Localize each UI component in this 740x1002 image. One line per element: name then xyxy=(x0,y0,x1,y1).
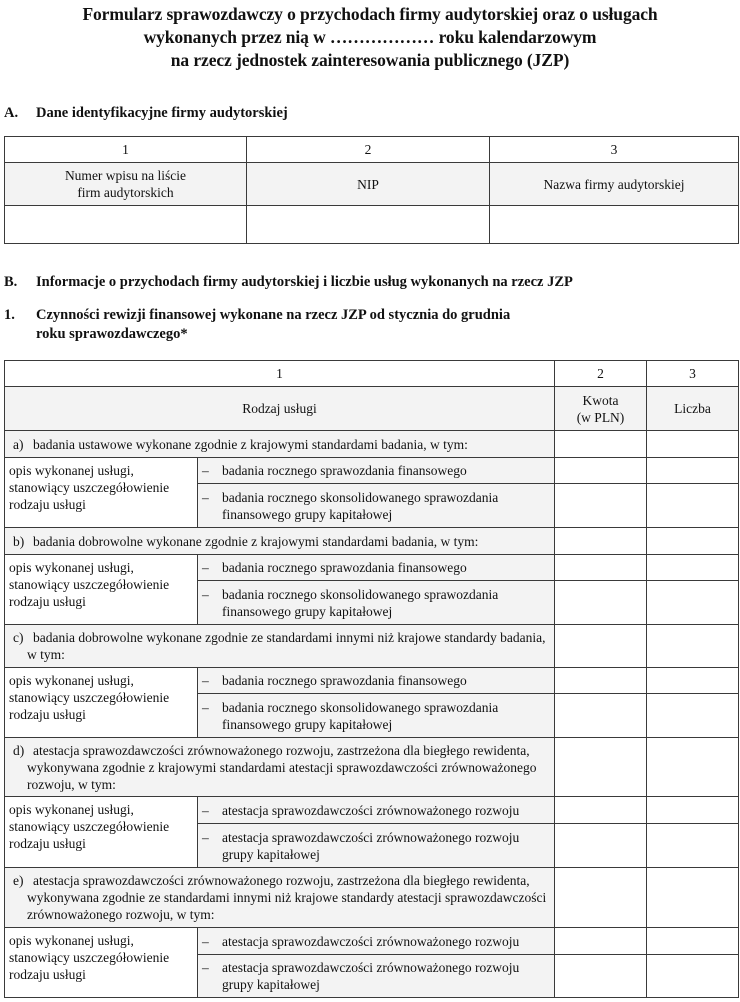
group-e-item-2-amount-input[interactable] xyxy=(555,955,647,998)
group-a-item-2-count-input[interactable] xyxy=(647,484,739,528)
subsection-1-title-line2: roku sprawozdawczego* xyxy=(36,326,188,342)
group-b-item-2 xyxy=(198,581,555,625)
header-nip: NIP xyxy=(247,163,490,206)
group-b-letter: b) xyxy=(13,533,25,549)
group-d-item-2-amount-input[interactable] xyxy=(555,824,647,868)
group-a-item-1 xyxy=(198,458,555,484)
section-b-title: Informacje o przychodach firmy audytorskiej i liczbie usług wykonanych na rzecz JZP xyxy=(36,274,573,290)
firm-identification-table xyxy=(4,136,739,244)
group-c-item-2 xyxy=(198,694,555,738)
group-e-count-input[interactable] xyxy=(647,868,739,928)
group-a-item-1-count-input[interactable] xyxy=(647,458,739,484)
header-firm-name: Nazwa firmy audytorskiej xyxy=(490,163,739,206)
group-e-item-2-count-input[interactable] xyxy=(647,955,739,998)
group-e-amount-input[interactable] xyxy=(555,868,647,928)
header-entry-number-line1: Numer wpisu na liście xyxy=(64,168,187,183)
group-d-description-label: opis wykonanej usługi, stanowiący uszczegółowienie rodzaju usługi xyxy=(5,797,198,868)
dash-icon: – xyxy=(202,933,209,949)
group-b-item-2-amount-input[interactable] xyxy=(555,581,647,625)
group-b-count-input[interactable] xyxy=(647,528,739,555)
group-b-item-1-text: badania rocznego sprawozdania finansowego xyxy=(222,560,467,575)
dash-icon: – xyxy=(202,829,209,845)
group-e-item-1-amount-input[interactable] xyxy=(555,928,647,955)
group-c-count-input[interactable] xyxy=(647,625,739,668)
group-d-amount-input[interactable] xyxy=(555,738,647,797)
group-c-item-2-text: badania rocznego skonsolidowanego sprawozdania finansowego grupy kapitałowej xyxy=(222,699,499,732)
dash-icon: – xyxy=(202,699,209,715)
dash-icon: – xyxy=(202,673,209,688)
header-entry-number-line2: firm audytorskich xyxy=(77,185,174,200)
group-d-count-input[interactable] xyxy=(647,738,739,797)
group-e-item-2 xyxy=(198,955,555,998)
form-title xyxy=(0,3,740,72)
subsection-1-mark: 1. xyxy=(4,307,15,323)
firm-name-input[interactable] xyxy=(490,206,739,244)
section-a-heading xyxy=(4,104,288,123)
group-c-item-1-text: badania rocznego sprawozdania finansowego xyxy=(222,673,467,688)
group-a-item-2-text: badania rocznego skonsolidowanego sprawozdania finansowego grupy kapitałowej xyxy=(222,489,499,522)
group-d-item-1 xyxy=(198,797,555,824)
group-c-item-1-count-input[interactable] xyxy=(647,668,739,694)
col-number-3: 3 xyxy=(647,361,739,387)
group-c-letter: c) xyxy=(13,630,24,645)
group-a-item-2 xyxy=(198,484,555,528)
group-c-item-2-amount-input[interactable] xyxy=(555,694,647,738)
entry-number-input[interactable] xyxy=(5,206,247,244)
section-a-mark: A. xyxy=(4,105,19,121)
header-amount-line2: (w PLN) xyxy=(576,409,625,425)
subsection-1-heading xyxy=(4,306,510,344)
dash-icon: – xyxy=(202,560,209,575)
group-a-label xyxy=(5,431,555,458)
group-e-label xyxy=(5,868,555,928)
group-b-item-1-count-input[interactable] xyxy=(647,555,739,581)
group-d-text: atestacja sprawozdawczości zrównoważonego rozwoju, zastrzeżona dla biegłego rewidenta, wykonywana zgodnie z krajowymi standardami atestacji sprawozdawczości zrównoważonego rozwoju, w tym: xyxy=(27,742,537,792)
col-number-2: 2 xyxy=(247,137,490,163)
group-e-item-1-text: atestacja sprawozdawczości zrównoważonego rozwoju xyxy=(222,933,520,949)
group-a-item-1-text: badania rocznego sprawozdania finansowego xyxy=(222,463,467,478)
group-e-description-label: opis wykonanej usługi, stanowiący uszczegółowienie rodzaju usługi xyxy=(5,928,198,998)
subsection-1-title-line1: Czynności rewizji finansowej wykonane na rzecz JZP od stycznia do grudnia xyxy=(36,307,511,323)
col-number-1: 1 xyxy=(5,137,247,163)
group-d-item-1-count-input[interactable] xyxy=(647,797,739,824)
group-d-item-2-text: atestacja sprawozdawczości zrównoważonego rozwoju grupy kapitałowej xyxy=(222,829,520,862)
group-a-description-label: opis wykonanej usługi, stanowiący uszczegółowienie rodzaju usługi xyxy=(5,458,198,528)
col-number-1: 1 xyxy=(5,361,555,387)
col-number-2: 2 xyxy=(555,361,647,387)
group-d-item-2 xyxy=(198,824,555,868)
group-b-amount-input[interactable] xyxy=(555,528,647,555)
header-count: Liczba xyxy=(647,387,739,431)
header-amount xyxy=(555,387,647,431)
group-e-item-2-text: atestacja sprawozdawczości zrównoważonego rozwoju grupy kapitałowej xyxy=(222,960,520,992)
form-title-line-1: Formularz sprawozdawczy o przychodach firmy audytorskiej oraz o usługach xyxy=(82,4,658,24)
group-c-amount-input[interactable] xyxy=(555,625,647,668)
dash-icon: – xyxy=(202,802,209,818)
group-c-item-2-count-input[interactable] xyxy=(647,694,739,738)
group-b-item-2-text: badania rocznego skonsolidowanego sprawozdania finansowego grupy kapitałowej xyxy=(222,586,499,619)
audit-services-table xyxy=(4,360,739,998)
group-d-item-1-text: atestacja sprawozdawczości zrównoważonego rozwoju xyxy=(222,802,520,818)
form-title-line-3: na rzecz jednostek zainteresowania publicznego (JZP) xyxy=(170,50,570,70)
group-b-item-1-amount-input[interactable] xyxy=(555,555,647,581)
group-c-item-1-amount-input[interactable] xyxy=(555,668,647,694)
dash-icon: – xyxy=(202,463,209,478)
dash-icon: – xyxy=(202,960,209,975)
group-d-item-1-amount-input[interactable] xyxy=(555,797,647,824)
group-e-letter: e) xyxy=(13,873,24,888)
group-c-text: badania dobrowolne wykonane zgodnie ze standardami innymi niż krajowe standardy badania, w tym: xyxy=(27,630,546,662)
header-entry-number xyxy=(5,163,247,206)
header-service-type: Rodzaj usługi xyxy=(5,387,555,431)
group-e-text: atestacja sprawozdawczości zrównoważonego rozwoju, zastrzeżona dla biegłego rewidenta, wykonywana zgodnie ze standardami innymi niż krajowe standardy atestacji sprawozdawczości zrównoważonego rozwoju, w tym: xyxy=(27,873,547,922)
form-title-line-2: wykonanych przez nią w ……………… roku kalendarzowym xyxy=(143,27,597,47)
group-b-item-1 xyxy=(198,555,555,581)
group-e-item-1-count-input[interactable] xyxy=(647,928,739,955)
group-a-amount-input[interactable] xyxy=(555,431,647,458)
section-a-title: Dane identyfikacyjne firmy audytorskiej xyxy=(36,105,288,121)
group-a-count-input[interactable] xyxy=(647,431,739,458)
group-a-letter: a) xyxy=(13,436,24,452)
dash-icon: – xyxy=(202,489,209,505)
nip-input[interactable] xyxy=(247,206,490,244)
group-d-letter: d) xyxy=(13,742,25,758)
group-c-item-1 xyxy=(198,668,555,694)
group-a-item-2-amount-input[interactable] xyxy=(555,484,647,528)
group-a-text: badania ustawowe wykonane zgodnie z krajowymi standardami badania, w tym: xyxy=(33,436,468,452)
group-b-item-2-count-input[interactable] xyxy=(647,581,739,625)
group-a-item-1-amount-input[interactable] xyxy=(555,458,647,484)
col-number-3: 3 xyxy=(490,137,739,163)
group-c-description-label: opis wykonanej usługi, stanowiący uszczegółowienie rodzaju usługi xyxy=(5,668,198,738)
group-d-item-2-count-input[interactable] xyxy=(647,824,739,868)
dash-icon: – xyxy=(202,586,209,602)
header-amount-line1: Kwota xyxy=(582,392,619,408)
group-b-label xyxy=(5,528,555,555)
group-b-description-label: opis wykonanej usługi, stanowiący uszczegółowienie rodzaju usługi xyxy=(5,555,198,625)
section-b-heading xyxy=(4,273,573,292)
section-b-mark: B. xyxy=(4,274,18,290)
group-b-text: badania dobrowolne wykonane zgodnie z krajowymi standardami badania, w tym: xyxy=(33,533,479,549)
group-c-label xyxy=(5,625,555,668)
group-d-label xyxy=(5,738,555,797)
group-e-item-1 xyxy=(198,928,555,955)
